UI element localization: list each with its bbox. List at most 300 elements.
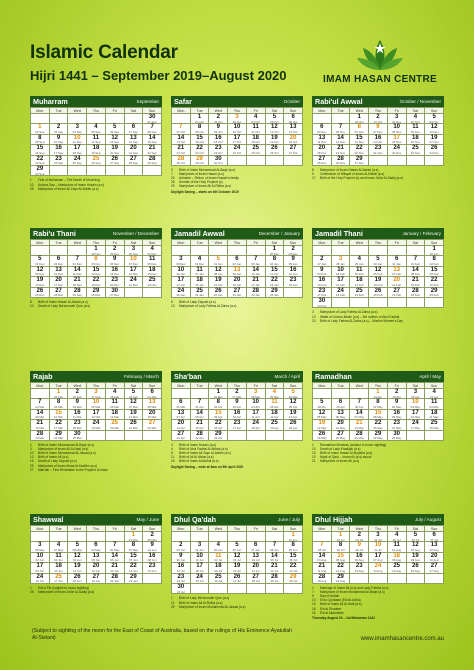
gregorian-date: 25 May — [147, 537, 157, 542]
gregorian-date: 08 Dec — [147, 261, 157, 266]
weekday-label: Sat — [406, 240, 425, 246]
gregorian-date: 29 Mar — [269, 394, 279, 399]
gregorian-month-range: October / November — [399, 99, 441, 104]
weekday-label: Sat — [265, 526, 284, 532]
weekday-label: Sun — [284, 526, 303, 532]
day-cell — [31, 277, 50, 287]
hijri-day-number: 3 — [179, 256, 183, 263]
day-cell — [369, 532, 388, 542]
gregorian-month-range: February / March — [124, 374, 159, 379]
hijri-day-number: 26 — [318, 430, 326, 437]
gregorian-date: 05 May — [317, 415, 327, 420]
day-cell — [425, 542, 444, 552]
event-description: Martyrdom of Imam Ali Al-Hadi (a.s) — [38, 447, 89, 452]
weekday-label: Sun — [284, 240, 303, 246]
weekday-label: Tue — [331, 108, 350, 114]
hijri-day-number: 15 — [271, 266, 278, 273]
gregorian-date: 07 Mar — [128, 404, 138, 409]
gregorian-date: 27 Dec — [110, 293, 120, 298]
day-cell — [68, 573, 87, 583]
hijri-day-number: 14 — [36, 409, 44, 416]
gregorian-date: 22 May — [373, 436, 383, 441]
day-cell — [209, 145, 228, 155]
day-cell — [49, 256, 68, 266]
event-day: 9 — [312, 594, 314, 599]
hijri-day-number: 1 — [131, 532, 136, 538]
gregorian-date: 12 Jun — [91, 568, 101, 573]
hijri-day-number: 6 — [235, 256, 239, 263]
day-cell — [68, 155, 87, 165]
month-block — [30, 228, 162, 366]
day-cell — [209, 430, 228, 440]
day-cell — [190, 287, 209, 297]
hijri-day-number: 19 — [130, 409, 137, 416]
hijri-day-number: 26 — [111, 155, 118, 162]
hijri-day-number: 14 — [252, 266, 259, 273]
gregorian-date: 16 Jul — [214, 579, 223, 584]
gregorian-date: 03 Nov — [429, 119, 439, 124]
day-cell — [369, 542, 388, 552]
hijri-day-number: 15 — [214, 409, 222, 416]
week-row — [172, 389, 303, 399]
weekday-label: Mon — [31, 383, 50, 389]
empty-day-cell — [284, 430, 303, 440]
gregorian-date: 21 Jun — [129, 579, 138, 584]
week-row — [172, 256, 303, 266]
hijri-day-number: 21 — [111, 563, 118, 570]
event-description: Birth of Imam Ali (a.s) — [38, 455, 69, 460]
week-row — [313, 246, 444, 256]
hijri-day-number: 11 — [412, 124, 419, 131]
day-cell — [31, 155, 50, 165]
day-cell — [68, 145, 87, 155]
gregorian-date: 08 Jun — [147, 558, 157, 563]
hijri-day-number: 2 — [394, 389, 399, 395]
day-cell — [87, 134, 106, 144]
weekday-label: Fri — [105, 108, 124, 114]
gregorian-date: 09 Jan — [232, 272, 242, 277]
gregorian-date: 12 Oct — [270, 129, 279, 134]
day-cell — [124, 542, 143, 552]
month-block — [171, 228, 303, 366]
hijri-day-number: 14 — [111, 552, 118, 559]
day-cell — [172, 277, 191, 287]
day-cell — [143, 266, 162, 276]
gregorian-date: 09 Apr — [214, 415, 223, 420]
gregorian-date: 13 Sep — [110, 140, 120, 145]
month-header — [171, 228, 303, 239]
hijri-day-number: 7 — [75, 256, 79, 263]
weekday-label: Mon — [172, 108, 191, 114]
gregorian-date: 15 Mar — [147, 415, 157, 420]
day-cell — [265, 287, 284, 297]
hijri-day-number: 25 — [196, 287, 203, 294]
weekday-label: Fri — [387, 240, 406, 246]
hijri-day-number: 29 — [355, 155, 363, 162]
hijri-day-number: 29 — [92, 287, 100, 294]
event-day: 1 — [30, 178, 32, 183]
website-link[interactable]: www.imamhasancentre.com.au — [360, 636, 444, 642]
hijri-day-number: 23 — [111, 277, 118, 284]
hijri-day-number: 23 — [374, 145, 382, 152]
day-cell — [369, 145, 388, 155]
hijri-day-number: 5 — [291, 389, 295, 395]
day-cell — [331, 420, 350, 430]
gregorian-date: 19 Jul — [270, 579, 279, 584]
gregorian-date: 20 Sep — [110, 150, 120, 155]
gregorian-date: 02 Jan — [232, 261, 242, 266]
month-calendar-table — [312, 382, 444, 441]
event-description: First of Muharram – The Month of Mourning — [38, 178, 100, 183]
gregorian-date: 21 Jan — [195, 293, 204, 298]
hijri-day-number: 13 — [55, 266, 62, 273]
day-cell — [31, 166, 50, 176]
day-cell — [284, 256, 303, 266]
hijri-day-number: 7 — [150, 124, 154, 131]
hijri-day-number: 13 — [289, 124, 297, 131]
gregorian-date: 10 Jun — [54, 568, 63, 573]
hijri-day-number: 21 — [271, 563, 278, 570]
month-calendar-table — [171, 525, 303, 594]
day-cell — [68, 399, 87, 409]
day-cell — [31, 542, 50, 552]
week-row — [313, 563, 444, 573]
day-cell — [172, 552, 191, 562]
gregorian-date: 23 Nov — [410, 150, 420, 155]
hijri-day-number: 12 — [374, 266, 382, 273]
empty-day-cell — [124, 430, 143, 440]
gregorian-date: 05 Apr — [270, 404, 279, 409]
gregorian-date: 18 May — [429, 425, 439, 430]
week-row — [172, 277, 303, 287]
month-header — [312, 96, 444, 107]
hijri-day-number: 2 — [179, 542, 183, 549]
hijri-day-number: 6 — [179, 399, 183, 406]
day-cell — [105, 563, 124, 573]
gregorian-date: 27 Feb — [91, 394, 101, 399]
hijri-day-number: 2 — [235, 389, 239, 395]
day-cell — [31, 145, 50, 155]
day-cell — [190, 155, 209, 165]
day-cell — [228, 573, 247, 583]
hijri-day-number: 17 — [337, 277, 344, 284]
month-header — [171, 96, 303, 107]
hijri-day-number: 12 — [233, 552, 241, 559]
empty-day-cell — [68, 166, 87, 176]
empty-day-cell — [228, 155, 247, 165]
gregorian-date: 04 Jul — [251, 558, 260, 563]
hijri-day-number: 22 — [355, 145, 363, 152]
day-cell — [172, 256, 191, 266]
day-cell — [350, 277, 369, 287]
hijri-day-number: 19 — [111, 145, 118, 152]
gregorian-date: 03 Sep — [53, 129, 64, 134]
gregorian-date: 22 Oct — [195, 150, 204, 155]
gregorian-date: 30 Jul — [355, 547, 364, 552]
empty-day-cell — [284, 287, 303, 297]
week-row — [313, 430, 444, 440]
day-cell — [87, 124, 106, 134]
weekday-label: Sun — [143, 526, 162, 532]
gregorian-date: 14 Mar — [128, 415, 138, 420]
week-row — [31, 166, 162, 176]
gregorian-date: 31 May — [128, 547, 139, 552]
empty-day-cell — [172, 114, 191, 124]
day-cell — [31, 430, 50, 440]
event-day: 8 — [30, 300, 32, 305]
gregorian-date: 12 Dec — [91, 272, 101, 277]
gregorian-date: 15 Jun — [147, 568, 157, 573]
hijri-day-number: 21 — [318, 563, 326, 570]
gregorian-date: 16 Aug — [410, 568, 420, 573]
gregorian-date: 02 Aug — [410, 547, 420, 552]
hijri-day-number: 10 — [393, 124, 400, 131]
hijri-day-number: 20 — [318, 145, 326, 152]
day-cell — [313, 420, 332, 430]
empty-day-cell — [143, 573, 162, 583]
hijri-day-number: 5 — [272, 114, 277, 120]
day-cell — [49, 420, 68, 430]
gregorian-date: 24 Mar — [54, 436, 64, 441]
hijri-day-number: 30 — [111, 287, 118, 294]
month-header — [30, 371, 162, 382]
day-cell — [284, 563, 303, 573]
hijri-day-number: 1 — [376, 389, 380, 395]
day-cell — [31, 563, 50, 573]
day-cell — [124, 266, 143, 276]
weekday-label: Fri — [105, 526, 124, 532]
week-row — [313, 287, 444, 297]
gregorian-date: 28 Jun — [270, 547, 279, 552]
hijri-day-number: 29 — [430, 287, 438, 294]
event-day: 27 — [30, 467, 34, 472]
gregorian-date: 20 Dec — [110, 282, 120, 287]
day-cell — [31, 256, 50, 266]
month-header — [312, 514, 444, 525]
hijri-day-number: 2 — [216, 114, 220, 120]
day-cell — [190, 124, 209, 134]
day-cell — [87, 287, 106, 297]
gregorian-date: 06 Aug — [354, 558, 364, 563]
hijri-month-name: Jamadil Thani — [315, 229, 363, 238]
gregorian-date: 01 Mar — [147, 394, 157, 399]
day-cell — [190, 573, 209, 583]
gregorian-date: 05 Aug — [336, 558, 346, 563]
event-day: 18 — [312, 606, 316, 611]
gregorian-date: 14 Apr — [176, 425, 186, 430]
day-cell — [246, 552, 265, 562]
weekday-label: Mon — [313, 383, 332, 389]
hijri-day-number: 1 — [291, 532, 295, 538]
hijri-day-number: 12 — [214, 266, 222, 273]
day-cell — [265, 389, 284, 399]
hijri-day-number: 16 — [148, 552, 156, 559]
day-cell — [425, 287, 444, 297]
day-cell — [387, 563, 406, 573]
hijri-day-number: 15 — [92, 266, 100, 273]
day-cell — [49, 563, 68, 573]
day-cell — [190, 256, 209, 266]
hijri-day-number: 1 — [338, 532, 343, 538]
hijri-day-number: 25 — [355, 287, 363, 294]
hijri-day-number: 2 — [376, 114, 380, 120]
gregorian-date: 09 Sep — [35, 140, 45, 145]
hijri-day-number: 22 — [337, 563, 344, 570]
weekday-label: Tue — [190, 108, 209, 114]
week-row — [172, 430, 303, 440]
empty-day-cell — [228, 584, 247, 594]
hijri-day-number: 1 — [94, 246, 98, 252]
gregorian-date: 10 Oct — [232, 129, 242, 134]
day-cell — [172, 155, 191, 165]
hijri-month-name: Dhul Qa'dah — [174, 515, 217, 524]
hijri-day-number: 11 — [430, 399, 438, 406]
day-cell — [387, 409, 406, 419]
gregorian-date: 07 Sep — [128, 129, 138, 134]
hijri-day-number: 13 — [130, 134, 137, 141]
week-row — [313, 145, 444, 155]
gregorian-date: 20 Feb — [373, 293, 383, 298]
hijri-day-number: 22 — [92, 277, 100, 284]
day-cell — [172, 134, 191, 144]
day-cell — [331, 124, 350, 134]
day-cell — [49, 124, 68, 134]
day-cell — [124, 532, 143, 542]
gregorian-date: 01 Sep — [147, 119, 157, 124]
gregorian-date: 15 Apr — [195, 425, 204, 430]
hijri-day-number: 14 — [355, 409, 363, 416]
gregorian-date: 01 Jan — [213, 261, 223, 266]
events-list — [171, 596, 303, 608]
hijri-day-number: 17 — [412, 409, 419, 416]
hijri-day-number: 24 — [73, 155, 81, 162]
day-cell — [68, 277, 87, 287]
event-day: 24 — [312, 610, 316, 615]
day-cell — [49, 287, 68, 297]
hijri-day-number: 22 — [374, 420, 382, 427]
event-description: Birth of the Holy Prophet (s) and Imam Ja'far Al-Sadiq (a.s) — [320, 176, 403, 181]
empty-day-cell — [31, 389, 50, 399]
weekday-label: Sun — [284, 383, 303, 389]
gregorian-date: 02 Nov — [410, 119, 420, 124]
day-cell — [284, 145, 303, 155]
gregorian-date: 17 Jun — [54, 579, 63, 584]
gregorian-date: 24 Dec — [53, 293, 64, 298]
empty-day-cell — [406, 573, 425, 583]
hijri-day-number: 8 — [376, 399, 380, 406]
month-header — [312, 371, 444, 382]
event-description: Martyrdom of Imam Ali (a.s) — [320, 459, 360, 464]
day-cell — [228, 552, 247, 562]
day-cell — [124, 277, 143, 287]
event-description: Birth of Abul Fadhal Al-Abbas (a.s) — [179, 447, 228, 452]
event-description: Birth of Imam Al-Mahdi (a.s) — [179, 459, 219, 464]
hijri-day-number: 5 — [376, 256, 380, 263]
month-block — [312, 514, 444, 639]
weekday-label: Mon — [313, 526, 332, 532]
gregorian-date: 25 Apr — [392, 394, 401, 399]
week-row — [31, 542, 162, 552]
day-cell — [172, 399, 191, 409]
week-row — [31, 409, 162, 419]
day-cell — [87, 552, 106, 562]
day-cell — [124, 256, 143, 266]
hijri-day-number: 7 — [320, 542, 324, 549]
hijri-day-number: 27 — [92, 573, 100, 580]
day-cell — [68, 552, 87, 562]
hijri-day-number: 24 — [337, 287, 344, 294]
week-row — [172, 584, 303, 594]
gregorian-date: 04 Oct — [251, 119, 260, 124]
week-row — [313, 266, 444, 276]
gregorian-date: 06 Jun — [110, 558, 119, 563]
hijri-day-number: 18 — [196, 277, 203, 284]
empty-day-cell — [246, 155, 265, 165]
event-description: Mab'ath – First Revelation to the Prophet of Islam — [38, 467, 108, 472]
empty-day-cell — [172, 246, 191, 256]
events-list — [30, 443, 162, 472]
gregorian-date: 12 Mar — [91, 415, 101, 420]
hijri-day-number: 16 — [214, 134, 222, 141]
gregorian-date: 31 Jul — [374, 547, 382, 552]
day-cell — [190, 563, 209, 573]
weekday-label: Wed — [209, 383, 228, 389]
gregorian-date: 10 Nov — [429, 129, 439, 134]
event-description: Eid al Mubahilah — [320, 610, 344, 615]
gregorian-date: 13 Jan — [176, 282, 186, 287]
empty-day-cell — [425, 298, 444, 308]
page-title: Islamic Calendar — [30, 42, 178, 63]
gregorian-date: 10 Sep — [53, 140, 64, 145]
hijri-day-number: 3 — [75, 124, 79, 131]
day-cell — [228, 114, 247, 124]
event-description: Birth of Imam Muhammad Al-Jawad (a.s) — [38, 451, 96, 456]
logo-text: IMAM HASAN CENTRE — [323, 74, 437, 85]
empty-day-cell — [331, 389, 350, 399]
day-cell — [124, 389, 143, 399]
hijri-day-number: 28 — [73, 287, 81, 294]
hijri-day-number: 26 — [214, 287, 222, 294]
hijri-day-number: 21 — [337, 145, 344, 152]
gregorian-date: 23 Dec — [35, 293, 45, 298]
day-cell — [369, 399, 388, 409]
event-description: Arbaeen – Return of Imam Husain's family — [179, 176, 239, 181]
gregorian-date: 14 May — [354, 425, 364, 430]
gregorian-date: 23 Jan — [232, 293, 242, 298]
hijri-day-number: 7 — [197, 399, 202, 406]
event-day: 1 — [30, 586, 32, 591]
gregorian-date: 28 Feb — [110, 394, 120, 399]
day-cell — [246, 409, 265, 419]
hijri-day-number: 10 — [92, 399, 100, 406]
gregorian-date: 11 Jul — [251, 568, 260, 573]
day-cell — [31, 573, 50, 583]
events-list — [312, 586, 444, 615]
event-day: 1 — [30, 443, 32, 448]
day-cell — [331, 563, 350, 573]
gregorian-date: 24 Jan — [251, 293, 260, 298]
event-description: Birth of Imam Husain (a.s) — [179, 443, 217, 448]
gregorian-date: 06 Dec — [110, 261, 120, 266]
day-cell — [331, 430, 350, 440]
gregorian-date: 19 Jun — [91, 579, 101, 584]
hijri-day-number: 2 — [56, 124, 61, 131]
day-cell — [331, 145, 350, 155]
hijri-day-number: 12 — [111, 134, 118, 141]
hijri-day-number: 5 — [320, 399, 324, 406]
weekday-label: Mon — [31, 240, 50, 246]
gregorian-date: 09 Dec — [35, 272, 45, 277]
